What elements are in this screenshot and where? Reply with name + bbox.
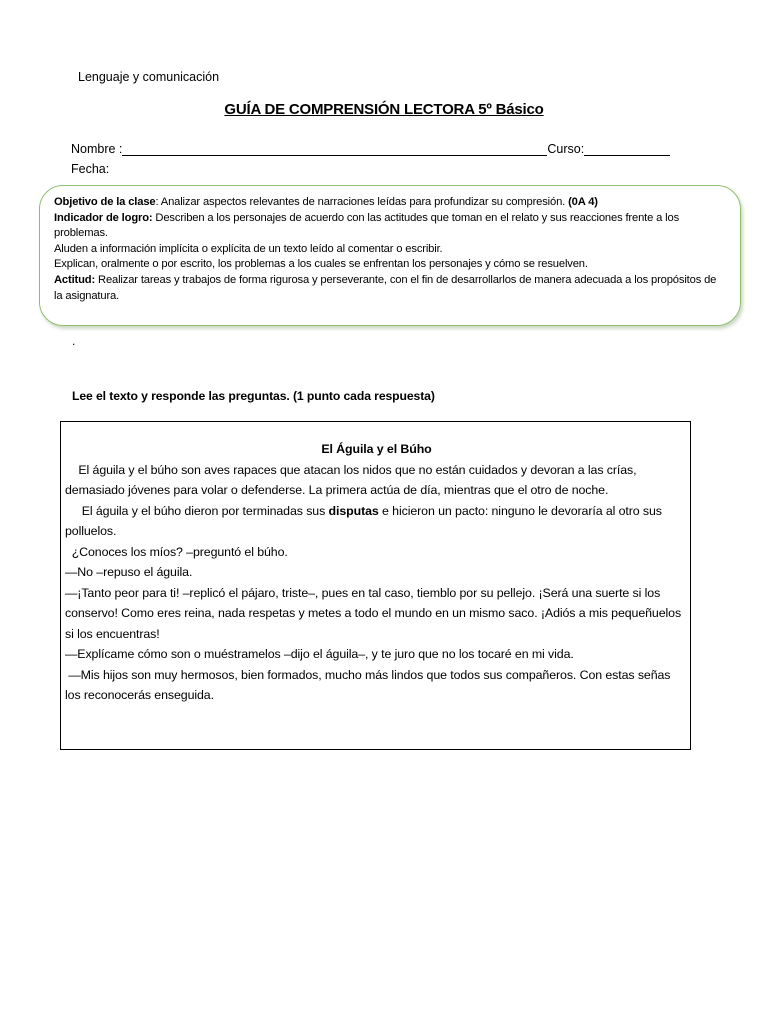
story-title: El Águila y el Búho [321, 442, 432, 456]
objetivo-label: Objetivo de la clase [54, 196, 156, 208]
story-paragraph-7: —Mis hijos son muy hermosos, bien formados, mucho más lindos que todos sus compañeros. Con estas señas los reconocerás enseguida. [65, 667, 674, 702]
actitud-line [54, 273, 726, 304]
nombre-field[interactable] [122, 142, 547, 156]
actitud-label: Actitud: [54, 273, 96, 286]
story-paragraph-4: —No –repuso el águila. [65, 565, 193, 579]
curso-field[interactable] [584, 142, 670, 156]
indicador-label: Indicador de logro: [54, 211, 153, 224]
story-paragraph-5: —¡Tanto peor para ti! –replicó el pájaro, triste–, pues en tal caso, tiemblo por su pellejo. ¡Será una suerte si los conservo! Como eres reina, nada respetas y metes a todo el mundo en un mismo saco. ¡Adiós a mis pequeñuelos si los encuentras! [65, 585, 682, 641]
indicador-text: Describen a los personajes de acuerdo con las actitudes que toman en el relato y sus reacciones frente a los problemas. [54, 211, 680, 240]
curso-label: Curso: [547, 142, 585, 156]
story-paragraph-1: El águila y el búho son aves rapaces que atacan los nidos que no están cuidados y devoran a las crías, demasiado jóvenes para volar o defenderse. La primera actúa de día, mientras que el otro de noche. [65, 462, 640, 497]
nombre-curso-row [71, 142, 670, 156]
nombre-label: Nombre : [71, 142, 123, 156]
indicador-line-2: Aluden a información implícita o explícita de un texto leído al comentar o escribir. [54, 242, 443, 255]
fecha-label: Fecha: [71, 162, 110, 176]
indicador-line [54, 211, 726, 242]
story-p2-bold: disputas [328, 503, 379, 518]
story-p2-after: e hicieron un pacto: ninguno le devoraría al otro sus polluelos. [65, 503, 666, 538]
story-p2-before: El águila y el búho dieron por terminadas sus [65, 503, 329, 518]
objetivo-code: (0A 4) [568, 196, 598, 208]
subject-label: Lenguaje y comunicación [78, 70, 220, 84]
story-paragraph-6: —Explícame cómo son o muéstramelos –dijo el águila–, y te juro que no los tocaré en mi vida. [65, 647, 574, 661]
page-title: GUÍA DE COMPRENSIÓN LECTORA 5º Básico [224, 101, 544, 118]
stray-dot: . [72, 334, 76, 348]
instruction-text: Lee el texto y responde las preguntas. (1 punto cada respuesta) [72, 389, 435, 403]
story-paragraph-3: ¿Conoces los míos? –preguntó el búho. [65, 544, 288, 559]
indicador-line-3: Explican, oralmente o por escrito, los problemas a los cuales se enfrentan los personajes y cómo se resuelven. [54, 258, 588, 271]
objetivo-line [54, 195, 726, 211]
objetivo-text: : Analizar aspectos relevantes de narraciones leídas para profundizar su compresión. [155, 196, 569, 208]
actitud-text: Realizar tareas y trabajos de forma rigurosa y perseverante, con el fin de desarrollarlos de manera adecuada a los propósitos de la asignatura. [54, 273, 717, 302]
objetivo-box [39, 185, 741, 326]
story-paragraph-2 [65, 501, 686, 542]
story-box [60, 421, 691, 750]
